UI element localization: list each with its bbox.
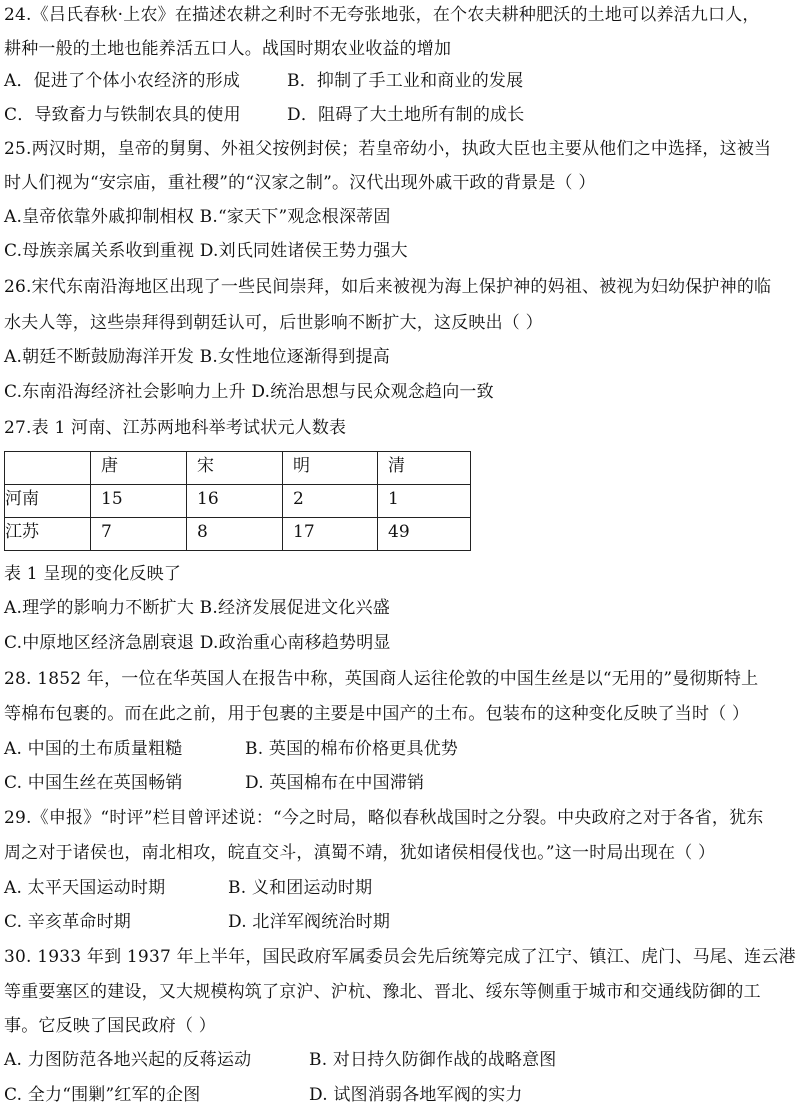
table-header-cell: 清: [378, 452, 471, 485]
table-cell: 江苏: [5, 518, 91, 551]
q24-option-a: A．促进了个体小农经济的形成: [4, 71, 241, 91]
table-header-row: [5, 452, 471, 485]
q30-option-c: C. 全力“围剿”红军的企图: [4, 1085, 201, 1105]
table-cell: 16: [187, 485, 283, 518]
q25-options-ab: A.皇帝依靠外戚抑制相权 B.“家天下”观念根深蒂固: [4, 207, 391, 227]
q29-option-c: C. 辛亥革命时期: [4, 912, 132, 932]
q25-stem-line2: 时人们视为“安宗庙，重社稷”的“汉家之制”。汉代出现外戚干政的背景是（ ）: [4, 173, 596, 193]
table-row: [5, 518, 471, 551]
q24-stem-line1: 24.《吕氏春秋·上农》在描述农耕之利时不无夸张地张，在个农夫耕种肥沃的土地可以养活九口人，: [4, 5, 760, 25]
table-cell: 河南: [5, 485, 91, 518]
q26-stem-line1: 26.宋代东南沿海地区出现了一些民间崇拜，如后来被视为海上保护神的妈祖、被视为妇幼保护神的临: [4, 277, 772, 297]
q24-options-ab: [4, 70, 524, 92]
q24-stem-line2: 耕种一般的土地也能养活五口人。战国时期农业收益的增加: [4, 39, 452, 59]
q30-options-cd: [4, 1084, 523, 1106]
table-cell: 1: [378, 485, 471, 518]
q27-table: [4, 451, 471, 551]
q24-option-d: D．阻碍了大土地所有制的成长: [287, 105, 525, 125]
table-header-cell: 唐: [91, 452, 187, 485]
table-cell: 8: [187, 518, 283, 551]
q24-option-b: B．抑制了手工业和商业的发展: [287, 71, 524, 91]
q24-options-cd: [4, 104, 525, 126]
q30-option-d: D. 试图消弱各地军阀的实力: [309, 1085, 523, 1105]
q29-stem-line1: 29.《申报》“时评”栏目曾评述说：“今之时局，略似春秋战国时之分裂。中央政府之对于各省，犹东: [4, 808, 764, 828]
q30-option-b: B. 对日持久防御作战的战略意图: [309, 1050, 557, 1070]
table-cell: 17: [283, 518, 378, 551]
q28-stem-line2: 等棉布包裹的。而在此之前，用于包裹的主要是中国产的土布。包装布的这种变化反映了当时（ ）: [4, 704, 750, 724]
q29-options-ab: [4, 877, 373, 899]
q27-caption: 表 1 呈现的变化反映了: [4, 564, 182, 584]
table-row: [5, 485, 471, 518]
q27-options-ab: A.理学的影响力不断扩大 B.经济发展促进文化兴盛: [4, 598, 390, 618]
table-header-cell: [5, 452, 91, 485]
q25-options-cd: C.母族亲属关系收到重视 D.刘氏同姓诸侯王势力强大: [4, 241, 408, 261]
q26-options-ab: A.朝廷不断鼓励海洋开发 B.女性地位逐渐得到提高: [4, 347, 390, 367]
q29-options-cd: [4, 911, 391, 933]
q29-option-d: D. 北洋军阀统治时期: [228, 912, 391, 932]
q29-stem-line2: 周之对于诸侯也，南北相攻，皖直交斗，滇蜀不靖，犹如诸侯相侵伐也。”这一时局出现在（ ）: [4, 843, 716, 863]
q29-option-a: A. 太平天国运动时期: [4, 878, 166, 898]
q27-title: 27.表 1 河南、江苏两地科举考试状元人数表: [4, 418, 347, 438]
table-cell: 7: [91, 518, 187, 551]
table-cell: 49: [378, 518, 471, 551]
q30-stem-line3: 事。它反映了国民政府（ ）: [4, 1016, 217, 1036]
q28-stem-line1: 28. 1852 年，一位在华英国人在报告中称，英国商人运往伦敦的中国生丝是以“无用的”曼彻斯特上: [4, 669, 759, 689]
table-cell: 15: [91, 485, 187, 518]
q28-option-c: C. 中国生丝在英国畅销: [4, 773, 183, 793]
q28-options-cd: [4, 772, 425, 794]
q28-option-b: B. 英国的棉布价格更具优势: [245, 739, 459, 759]
q30-stem-line2: 等重要塞区的建设，又大规模构筑了京沪、沪杭、豫北、晋北、绥东等侧重于城市和交通线防御的工: [4, 982, 761, 1002]
q26-options-cd: C.东南沿海经济社会影响力上升 D.统治思想与民众观念趋向一致: [4, 382, 494, 402]
q27-options-cd: C.中原地区经济急剧衰退 D.政治重心南移趋势明显: [4, 633, 391, 653]
q24-option-c: C．导致畜力与铁制农具的使用: [4, 105, 241, 125]
q25-stem-line1: 25.两汉时期，皇帝的舅舅、外祖父按例封侯；若皇帝幼小，执政大臣也主要从他们之中选择，这被当: [4, 139, 772, 159]
table-header-cell: 宋: [187, 452, 283, 485]
q26-stem-line2: 水夫人等，这些崇拜得到朝廷认可，后世影响不断扩大，这反映出（ ）: [4, 313, 543, 333]
q30-option-a: A. 力图防范各地兴起的反蒋运动: [4, 1050, 252, 1070]
table-cell: 2: [283, 485, 378, 518]
q30-options-ab: [4, 1049, 557, 1071]
q29-option-b: B. 义和团运动时期: [228, 878, 373, 898]
q28-option-a: A. 中国的土布质量粗糙: [4, 739, 183, 759]
q28-option-d: D. 英国棉布在中国滞销: [245, 773, 425, 793]
table-header-cell: 明: [283, 452, 378, 485]
q28-options-ab: [4, 738, 459, 760]
q30-stem-line1: 30. 1933 年到 1937 年上半年，国民政府军属委员会先后统筹完成了江宁、镇江、虎门、马尾、连云港: [4, 947, 796, 967]
